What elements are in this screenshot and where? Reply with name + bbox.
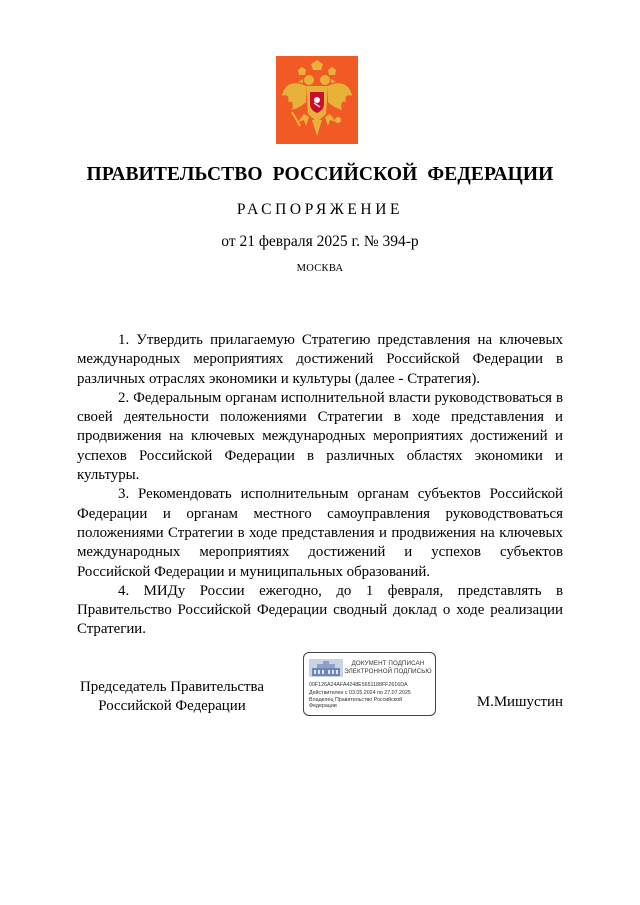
- paragraph-3: 3. Рекомендовать исполнительным органам субъектов Российской Федерации и органам местного самоуправления руководствоваться положениями Стратегии в ходе представления и продвижения на ключевых международных мероприятиях достижений и успехов субъектов Российской Федерации и муниципальных образований.: [77, 486, 563, 580]
- document-type: РАСПОРЯЖЕНИЕ: [236, 201, 404, 218]
- signatory-name: М.Мишустин: [476, 694, 563, 710]
- document-body: [77, 331, 563, 640]
- government-title: ПРАВИТЕЛЬСТВО РОССИЙСКОЙ ФЕДЕРАЦИИ: [86, 164, 554, 185]
- coat-of-arms-of-russia-icon: [276, 56, 358, 144]
- stamp-validity: Действителен с 03.05.2024 по 27.07.2025: [309, 690, 411, 696]
- signatory-title: [77, 678, 267, 717]
- signatory-title-line1: Председатель Правительства: [80, 679, 264, 695]
- stamp-certificate: 00F126A24AFA4248E5651188FF2616DA: [309, 682, 408, 688]
- paragraph-4: 4. МИДу России ежегодно, до 1 февраля, представлять в Правительство Российской Федерации сводный доклад о ходе реализации Стратегии.: [77, 582, 563, 638]
- signatory-title-line2: Российской Федерации: [98, 698, 246, 715]
- document-date-number: от 21 февраля 2025 г. № 394-р: [221, 233, 419, 250]
- paragraph-1: 1. Утвердить прилагаемую Стратегию представления на ключевых международных мероприятиях достижений Российской Федерации в различных отраслях экономики и культуры (далее - Стратегия).: [77, 332, 563, 387]
- document-city: МОСКВА: [296, 263, 344, 274]
- paragraph-2: 2. Федеральным органам исполнительной власти руководствоваться в своей деятельности положениями Стратегии в ходе представления и продвижения на ключевых международных мероприятиях достижений и успехов Российской Федерации в различных областях экономики и культуры.: [77, 389, 563, 484]
- stamp-header-line1: ДОКУМЕНТ ПОДПИСАН: [351, 660, 425, 667]
- stamp-header-line2: ЭЛЕКТРОННОЙ ПОДПИСЬЮ: [344, 668, 432, 675]
- stamp-owner: Владелец Правительство Российской Федерации: [309, 697, 403, 709]
- stamp-header: [344, 660, 432, 676]
- government-building-icon: [309, 659, 343, 677]
- electronic-signature-stamp: [303, 652, 436, 716]
